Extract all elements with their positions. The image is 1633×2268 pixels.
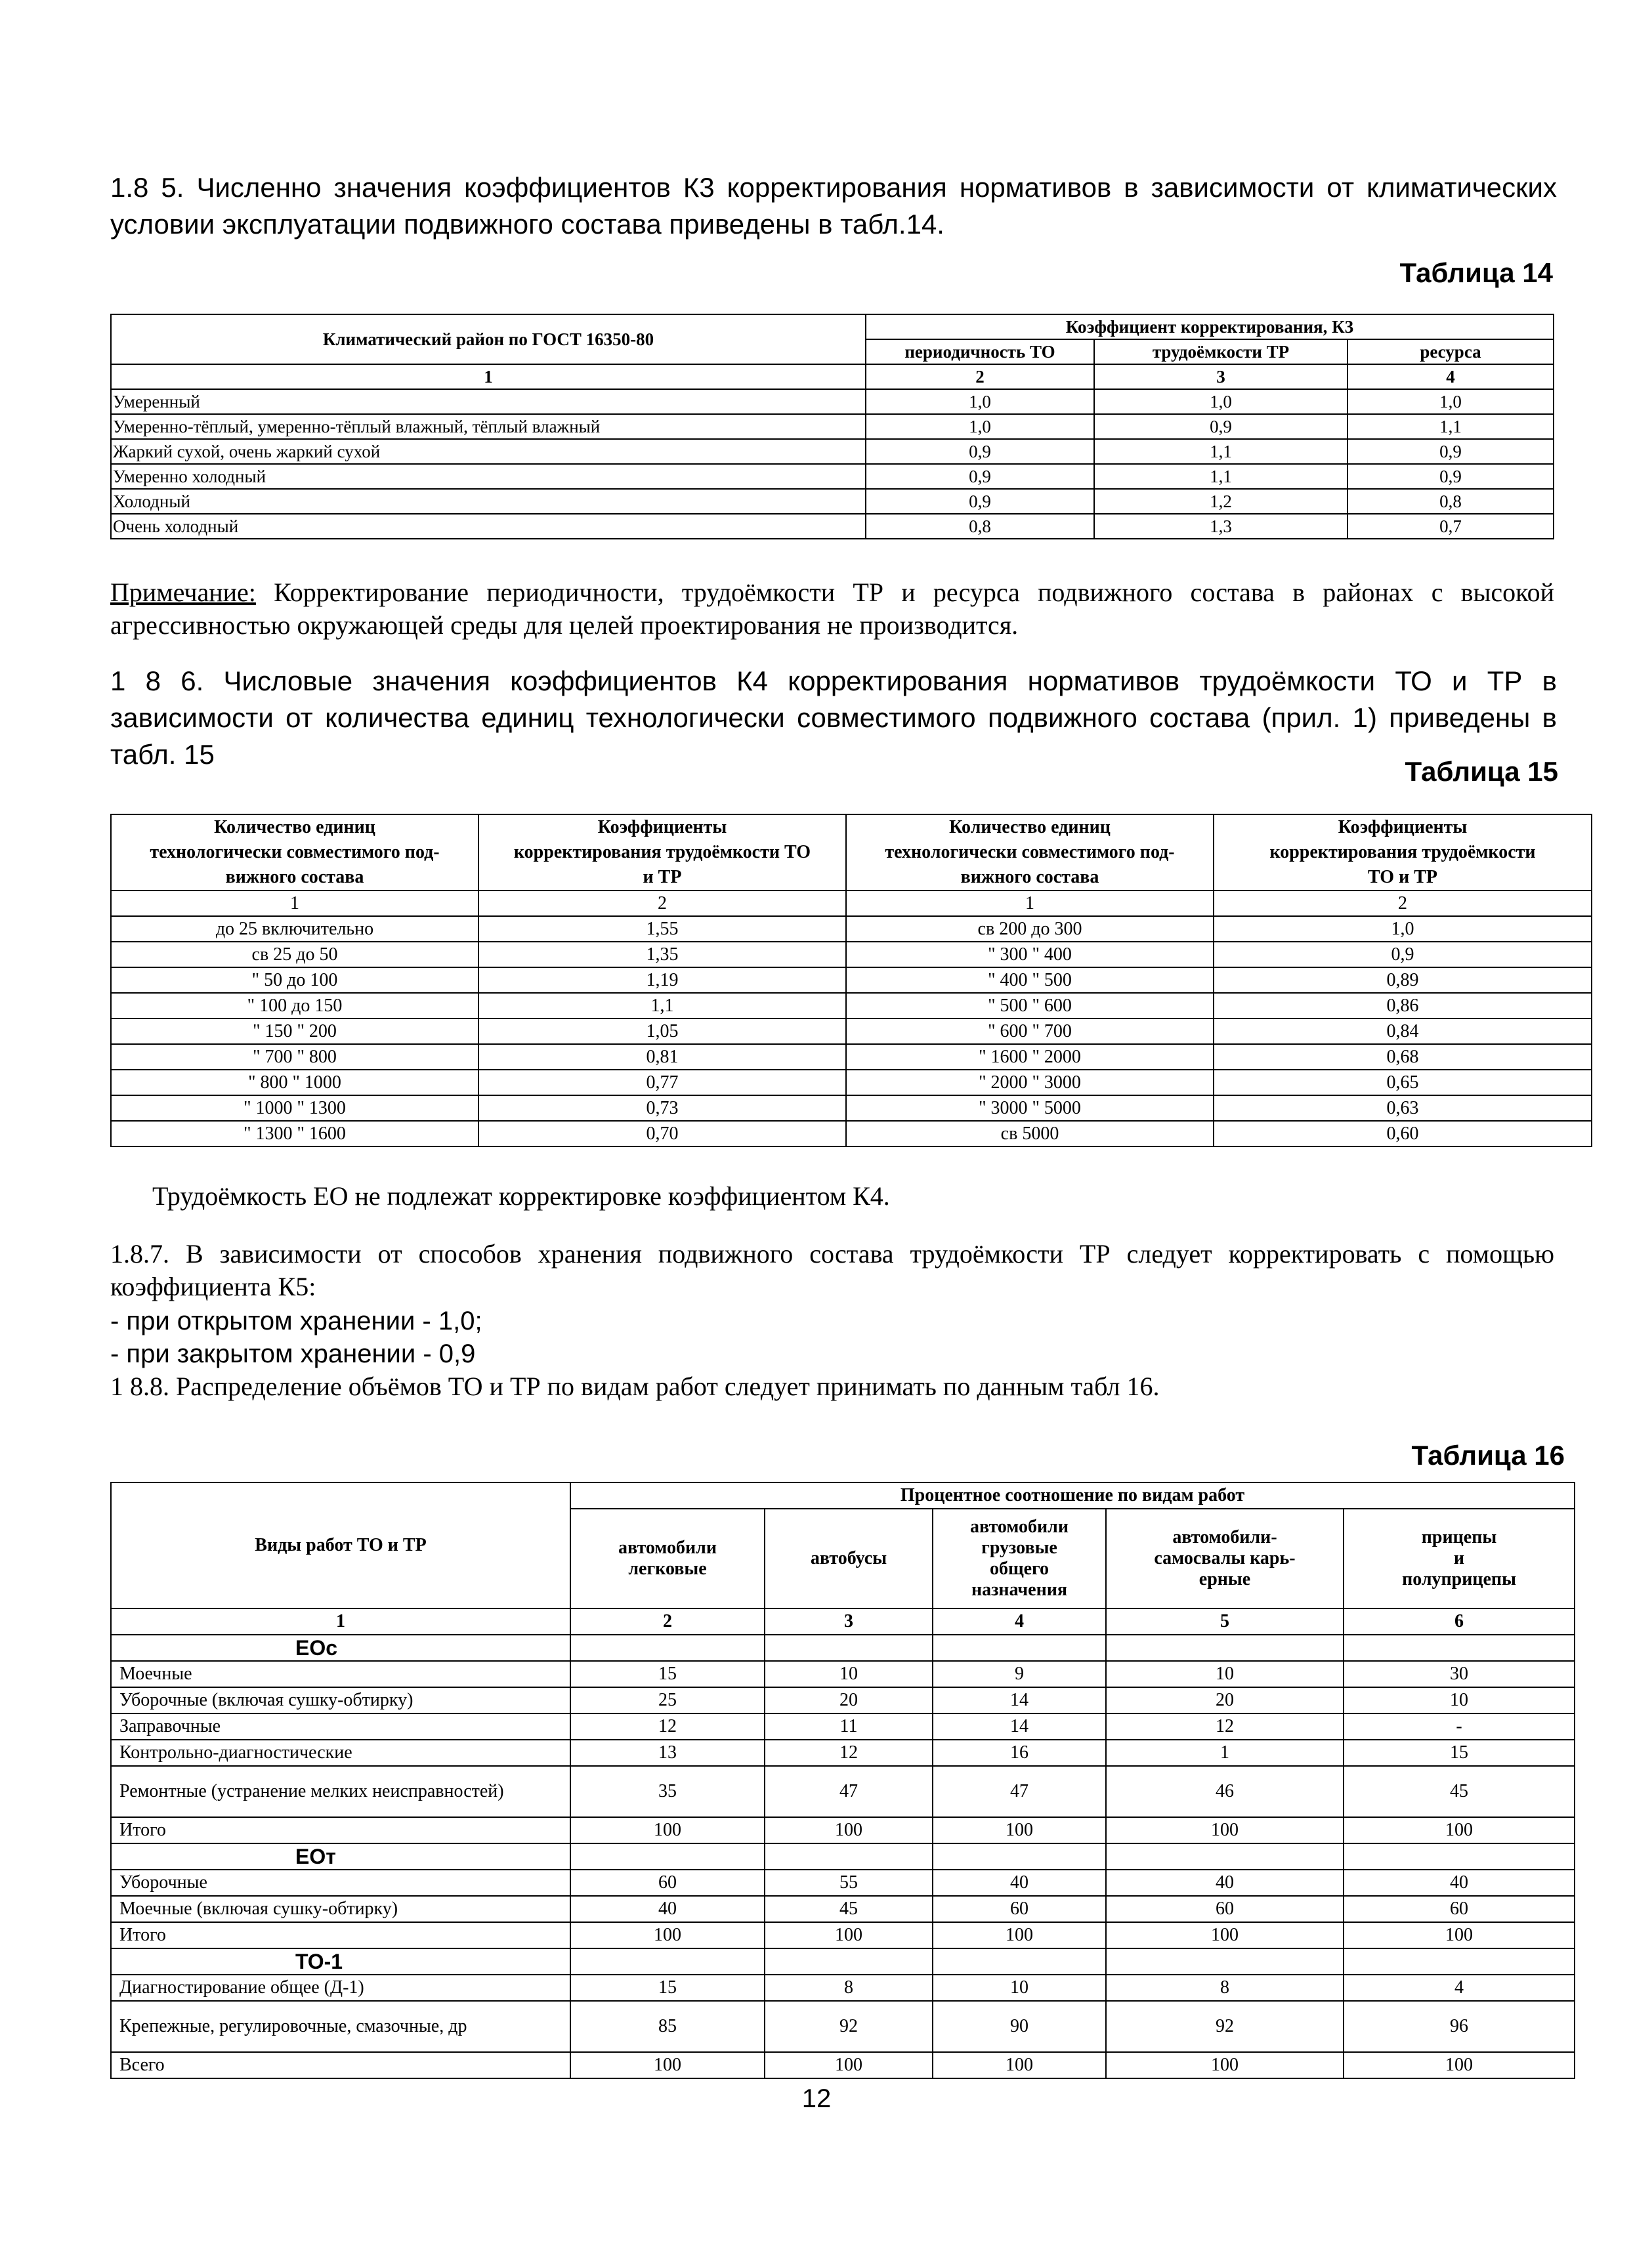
table-cell bbox=[765, 1635, 933, 1661]
table-14-note bbox=[110, 576, 1554, 642]
table-cell: 100 bbox=[570, 2052, 765, 2078]
table-cell: 1,55 bbox=[478, 916, 846, 942]
table-15-header-line: Количество единиц bbox=[214, 817, 375, 837]
table-16-subheader-line: автобусы bbox=[810, 1548, 887, 1568]
table-cell: Очень холодный bbox=[111, 514, 866, 539]
table-cell: " 700 " 800 bbox=[111, 1044, 478, 1070]
table-row bbox=[111, 1713, 1575, 1740]
table-16-col-number: 2 bbox=[570, 1608, 765, 1635]
table-cell: 1,05 bbox=[478, 1018, 846, 1044]
table-cell: 8 bbox=[1106, 1975, 1344, 2001]
table-cell: 1,0 bbox=[1347, 389, 1554, 414]
table-cell: 0,70 bbox=[478, 1121, 846, 1146]
table-16-subheader-line: автомобили- bbox=[1172, 1527, 1277, 1547]
table-cell: 12 bbox=[570, 1713, 765, 1740]
table-cell: 14 bbox=[933, 1687, 1106, 1713]
table-16-work-type-header: Виды работ ТО и ТР bbox=[111, 1482, 570, 1608]
table-row bbox=[111, 1121, 1592, 1146]
note-text: Корректирование периодичности, трудоёмкости ТР и ресурса подвижного состава в районах с высокой агрессивностью окружающей среды для целей проектирования не производится. bbox=[110, 578, 1554, 640]
table-cell: до 25 включительно bbox=[111, 916, 478, 942]
table-cell: 25 bbox=[570, 1687, 765, 1713]
table-cell: 46 bbox=[1106, 1766, 1344, 1817]
table-cell: 1,1 bbox=[1347, 414, 1554, 439]
table-cell: 60 bbox=[1344, 1896, 1575, 1922]
table-cell: 40 bbox=[570, 1896, 765, 1922]
table-cell: " 400 " 500 bbox=[846, 967, 1214, 993]
table-cell: Умеренно холодный bbox=[111, 464, 866, 489]
table-cell bbox=[933, 1635, 1106, 1661]
table-cell: Заправочные bbox=[111, 1713, 570, 1740]
table-cell bbox=[1106, 1635, 1344, 1661]
table-cell: 0,77 bbox=[478, 1070, 846, 1095]
table-cell bbox=[933, 1843, 1106, 1870]
table-16-section-title: ЕОт bbox=[111, 1843, 570, 1870]
table-16-subheader bbox=[765, 1509, 933, 1608]
paragraph-1-8-6: 1 8 6. Числовые значения коэффициентов К4 корректирования нормативов трудоёмкости ТО и ТР в зависимости от количества единиц технологически совместимого подвижного состава (прил. 1) приведены в табл. 15 bbox=[110, 665, 1557, 770]
table-14-col-number: 3 bbox=[1094, 364, 1347, 389]
table-row bbox=[111, 414, 1554, 439]
table-cell: - bbox=[1344, 1713, 1575, 1740]
table-cell: 0,81 bbox=[478, 1044, 846, 1070]
table-cell: 47 bbox=[933, 1766, 1106, 1817]
table-row bbox=[111, 1095, 1592, 1121]
table-cell: 100 bbox=[765, 1922, 933, 1948]
table-row bbox=[111, 1817, 1575, 1843]
table-16-subheader-line: автомобили bbox=[970, 1517, 1069, 1537]
table-cell: 10 bbox=[1106, 1661, 1344, 1687]
table-row bbox=[111, 514, 1554, 539]
table-cell: 100 bbox=[1106, 1922, 1344, 1948]
table-cell: 92 bbox=[765, 2001, 933, 2052]
table-15-col-number: 2 bbox=[1214, 891, 1592, 916]
note-label: Примечание: bbox=[110, 578, 256, 607]
table-15-header-line: Количество единиц bbox=[949, 817, 1111, 837]
table-cell: 55 bbox=[765, 1870, 933, 1896]
table-cell: " 500 " 600 bbox=[846, 993, 1214, 1018]
table-cell: 100 bbox=[933, 2052, 1106, 2078]
table-15-header-line: вижного состава bbox=[960, 867, 1099, 887]
table-cell: 85 bbox=[570, 2001, 765, 2052]
table-cell: 0,8 bbox=[866, 514, 1094, 539]
table-cell: " 50 до 100 bbox=[111, 967, 478, 993]
table-cell: Контрольно-диагностические bbox=[111, 1740, 570, 1766]
table-row bbox=[111, 1766, 1575, 1817]
table-15-header bbox=[846, 814, 1214, 891]
table-14-group-header: Коэффициент корректирования, К3 bbox=[866, 314, 1554, 339]
table-cell: 60 bbox=[570, 1870, 765, 1896]
table-row bbox=[111, 993, 1592, 1018]
table-cell: Итого bbox=[111, 1817, 570, 1843]
table-15-header-line: вижного состава bbox=[225, 867, 364, 887]
table-15-header bbox=[1214, 814, 1592, 891]
table-cell: 92 bbox=[1106, 2001, 1344, 2052]
table-cell: 0,9 bbox=[866, 489, 1094, 514]
table-cell: 9 bbox=[933, 1661, 1106, 1687]
table-cell: " 800 " 1000 bbox=[111, 1070, 478, 1095]
table-16-col-number: 4 bbox=[933, 1608, 1106, 1635]
table-15 bbox=[110, 814, 1592, 1147]
table-row bbox=[111, 1018, 1592, 1044]
table-15-header bbox=[478, 814, 846, 891]
table-16-subheader bbox=[1344, 1509, 1575, 1608]
table-cell: 47 bbox=[765, 1766, 933, 1817]
table-16-section-title: ТО-1 bbox=[111, 1948, 570, 1975]
table-cell: 15 bbox=[570, 1661, 765, 1687]
table-16-col-number: 1 bbox=[111, 1608, 570, 1635]
table-16-subheader bbox=[1106, 1509, 1344, 1608]
table-cell: 40 bbox=[1344, 1870, 1575, 1896]
table-14-col-number: 4 bbox=[1347, 364, 1554, 389]
table-cell: " 1600 " 2000 bbox=[846, 1044, 1214, 1070]
table-14-subheader: периодичность ТО bbox=[866, 339, 1094, 364]
table-16-subheader-line: назначения bbox=[971, 1580, 1068, 1600]
table-cell: 4 bbox=[1344, 1975, 1575, 2001]
table-15-header bbox=[111, 814, 478, 891]
table-cell: 16 bbox=[933, 1740, 1106, 1766]
table-15-header-line: и ТР bbox=[643, 867, 682, 887]
table-row bbox=[111, 2052, 1575, 2078]
table-16-subheader-line: прицепы bbox=[1421, 1527, 1497, 1547]
table-cell: Всего bbox=[111, 2052, 570, 2078]
table-cell: Моечные (включая сушку-обтирку) bbox=[111, 1896, 570, 1922]
table-cell: 1 bbox=[1106, 1740, 1344, 1766]
table-cell: 13 bbox=[570, 1740, 765, 1766]
table-row bbox=[111, 1661, 1575, 1687]
table-row bbox=[111, 1687, 1575, 1713]
table-cell: 0,68 bbox=[1214, 1044, 1592, 1070]
table-cell bbox=[1344, 1948, 1575, 1975]
table-cell: Жаркий сухой, очень жаркий сухой bbox=[111, 439, 866, 464]
table-cell: 10 bbox=[933, 1975, 1106, 2001]
table-cell: 1,1 bbox=[478, 993, 846, 1018]
table-row bbox=[111, 1922, 1575, 1948]
table-cell: 14 bbox=[933, 1713, 1106, 1740]
table-cell: 1,2 bbox=[1094, 489, 1347, 514]
table-cell: 0,9 bbox=[1347, 439, 1554, 464]
table-cell: " 3000 " 5000 bbox=[846, 1095, 1214, 1121]
table-cell: 0,9 bbox=[1094, 414, 1347, 439]
table-cell: 40 bbox=[1106, 1870, 1344, 1896]
table-cell bbox=[570, 1843, 765, 1870]
table-14-col-number: 1 bbox=[111, 364, 866, 389]
table-cell: 11 bbox=[765, 1713, 933, 1740]
table-cell: 8 bbox=[765, 1975, 933, 2001]
table-16-subheader bbox=[570, 1509, 765, 1608]
table-16-col-number: 3 bbox=[765, 1608, 933, 1635]
table-cell: 1,0 bbox=[866, 414, 1094, 439]
table-16-subheader-line: самосвалы карь- bbox=[1154, 1548, 1296, 1568]
table-cell: 0,9 bbox=[866, 464, 1094, 489]
table-row bbox=[111, 1975, 1575, 2001]
table-cell: 45 bbox=[765, 1896, 933, 1922]
table-section-row bbox=[111, 1843, 1575, 1870]
table-cell: 1,0 bbox=[866, 389, 1094, 414]
paragraph-1-8-8: 1 8.8. Распределение объёмов ТО и ТР по видам работ следует принимать по данным табл 16. bbox=[110, 1372, 1160, 1401]
table-cell: Ремонтные (устранение мелких неисправностей) bbox=[111, 1766, 570, 1817]
table-cell: 0,7 bbox=[1347, 514, 1554, 539]
table-cell: Итого bbox=[111, 1922, 570, 1948]
table-15-col-number: 2 bbox=[478, 891, 846, 916]
table-cell: 100 bbox=[570, 1922, 765, 1948]
table-16-col-number: 6 bbox=[1344, 1608, 1575, 1635]
table-cell: св 5000 bbox=[846, 1121, 1214, 1146]
table-14-col-number: 2 bbox=[866, 364, 1094, 389]
table-15-header-line: технологически совместимого под- bbox=[885, 842, 1175, 862]
table-cell bbox=[1106, 1948, 1344, 1975]
table-cell: 12 bbox=[1106, 1713, 1344, 1740]
table-cell: Уборочные (включая сушку-обтирку) bbox=[111, 1687, 570, 1713]
table-cell: Холодный bbox=[111, 489, 866, 514]
table-cell: 0,86 bbox=[1214, 993, 1592, 1018]
table-cell bbox=[570, 1635, 765, 1661]
table-cell: 15 bbox=[570, 1975, 765, 2001]
table-cell bbox=[933, 1948, 1106, 1975]
table-cell: 0,65 bbox=[1214, 1070, 1592, 1095]
table-cell: 10 bbox=[765, 1661, 933, 1687]
table-16-subheader-line: ерные bbox=[1198, 1569, 1251, 1589]
table-cell: 0,89 bbox=[1214, 967, 1592, 993]
table-16-group-header: Процентное соотношение по видам работ bbox=[570, 1482, 1575, 1509]
table-16-col-number: 5 bbox=[1106, 1608, 1344, 1635]
table-cell: Умеренно-тёплый, умеренно-тёплый влажный, тёплый влажный bbox=[111, 414, 866, 439]
table-cell: 96 bbox=[1344, 2001, 1575, 2052]
table-14-district-header: Климатический район по ГОСТ 16350-80 bbox=[111, 314, 866, 364]
list-item-closed-storage: - при закрытом хранении - 0,9 bbox=[110, 1339, 476, 1368]
table-16-subheader-line: легковые bbox=[628, 1559, 707, 1579]
table-cell: 0,8 bbox=[1347, 489, 1554, 514]
table-cell: 10 bbox=[1344, 1687, 1575, 1713]
table-cell: 0,9 bbox=[1214, 942, 1592, 967]
table-cell: 100 bbox=[933, 1922, 1106, 1948]
table-cell: Уборочные bbox=[111, 1870, 570, 1896]
table-cell: 20 bbox=[1106, 1687, 1344, 1713]
table-row bbox=[111, 1740, 1575, 1766]
table-section-row bbox=[111, 1635, 1575, 1661]
table-cell: 60 bbox=[933, 1896, 1106, 1922]
table-15-header-line: технологически совместимого под- bbox=[150, 842, 440, 862]
table-15-col-number: 1 bbox=[111, 891, 478, 916]
table-cell: 1,35 bbox=[478, 942, 846, 967]
table-cell: 0,9 bbox=[866, 439, 1094, 464]
table-row bbox=[111, 916, 1592, 942]
table-cell: Моечные bbox=[111, 1661, 570, 1687]
table-14-subheader: ресурса bbox=[1347, 339, 1554, 364]
table-cell: 100 bbox=[1344, 1817, 1575, 1843]
table-cell: Умеренный bbox=[111, 389, 866, 414]
table-cell bbox=[1344, 1635, 1575, 1661]
table-cell: 100 bbox=[1106, 1817, 1344, 1843]
table-row bbox=[111, 967, 1592, 993]
paragraph-1-8-5: 1.8 5. Численно значения коэффициентов К3 корректирования нормативов в зависимости от климатических условии эксплуатации подвижного состава приведены в табл.14. bbox=[110, 172, 1557, 240]
table-row bbox=[111, 1044, 1592, 1070]
paragraph-eo: Трудоёмкость ЕО не подлежат корректировке коэффициентом К4. bbox=[152, 1181, 890, 1211]
table-cell: 15 bbox=[1344, 1740, 1575, 1766]
table-cell: 0,60 bbox=[1214, 1121, 1592, 1146]
table-cell: 0,63 bbox=[1214, 1095, 1592, 1121]
table-16 bbox=[110, 1482, 1575, 2079]
table-cell: Крепежные, регулировочные, смазочные, др bbox=[111, 2001, 570, 2052]
table-row bbox=[111, 942, 1592, 967]
table-cell: 0,9 bbox=[1347, 464, 1554, 489]
table-cell: 1,1 bbox=[1094, 439, 1347, 464]
table-cell: " 100 до 150 bbox=[111, 993, 478, 1018]
table-16-caption: Таблица 16 bbox=[1411, 1440, 1565, 1471]
table-cell bbox=[765, 1948, 933, 1975]
table-cell bbox=[570, 1948, 765, 1975]
table-cell: св 25 до 50 bbox=[111, 942, 478, 967]
table-cell: 1,1 bbox=[1094, 464, 1347, 489]
table-15-header-line: Коэффициенты bbox=[1338, 817, 1468, 837]
page-number: 12 bbox=[801, 2084, 832, 2113]
table-cell: 1,19 bbox=[478, 967, 846, 993]
table-15-header-line: корректирования трудоёмкости ТО bbox=[513, 842, 811, 862]
table-row bbox=[111, 439, 1554, 464]
table-cell: 0,73 bbox=[478, 1095, 846, 1121]
table-cell: 90 bbox=[933, 2001, 1106, 2052]
table-cell: 40 bbox=[933, 1870, 1106, 1896]
table-cell: 100 bbox=[765, 1817, 933, 1843]
table-cell: св 200 до 300 bbox=[846, 916, 1214, 942]
table-cell: 100 bbox=[1344, 1922, 1575, 1948]
table-section-row bbox=[111, 1948, 1575, 1975]
table-cell: Диагностирование общее (Д-1) bbox=[111, 1975, 570, 2001]
list-item-open-storage: - при открытом хранении - 1,0; bbox=[110, 1307, 482, 1335]
table-16-subheader-line: грузовые bbox=[981, 1538, 1057, 1558]
table-row bbox=[111, 1070, 1592, 1095]
table-row bbox=[111, 389, 1554, 414]
table-row bbox=[111, 1870, 1575, 1896]
table-cell: 12 bbox=[765, 1740, 933, 1766]
table-16-subheader-line: и bbox=[1453, 1548, 1465, 1568]
table-cell: 20 bbox=[765, 1687, 933, 1713]
table-cell: 100 bbox=[570, 1817, 765, 1843]
table-cell: 35 bbox=[570, 1766, 765, 1817]
table-16-subheader-line: полуприцепы bbox=[1402, 1569, 1516, 1589]
table-row bbox=[111, 1896, 1575, 1922]
table-cell: 1,0 bbox=[1214, 916, 1592, 942]
table-row bbox=[111, 464, 1554, 489]
table-cell: 1,0 bbox=[1094, 389, 1347, 414]
table-cell: " 2000 " 3000 bbox=[846, 1070, 1214, 1095]
table-cell: " 1300 " 1600 bbox=[111, 1121, 478, 1146]
table-14-subheader: трудоёмкости ТР bbox=[1094, 339, 1347, 364]
table-cell: " 300 " 400 bbox=[846, 942, 1214, 967]
table-cell: 30 bbox=[1344, 1661, 1575, 1687]
table-cell: 100 bbox=[1344, 2052, 1575, 2078]
table-14-caption: Таблица 14 bbox=[1399, 257, 1553, 288]
table-cell: " 150 " 200 bbox=[111, 1018, 478, 1044]
table-cell: " 1000 " 1300 bbox=[111, 1095, 478, 1121]
table-14 bbox=[110, 314, 1554, 539]
paragraph-1-8-7: 1.8.7. В зависимости от способов хранения подвижного состава трудоёмкости ТР следует корректировать с помощью коэффициента К5: bbox=[110, 1239, 1554, 1301]
table-15-col-number: 1 bbox=[846, 891, 1214, 916]
table-15-header-line: ТО и ТР bbox=[1368, 867, 1437, 887]
table-16-subheader-line: общего bbox=[989, 1559, 1050, 1579]
table-cell: " 600 " 700 bbox=[846, 1018, 1214, 1044]
table-cell bbox=[765, 1843, 933, 1870]
table-15-caption: Таблица 15 bbox=[1405, 756, 1558, 787]
table-cell bbox=[1106, 1843, 1344, 1870]
table-cell: 100 bbox=[933, 1817, 1106, 1843]
table-cell: 100 bbox=[765, 2052, 933, 2078]
table-cell: 100 bbox=[1106, 2052, 1344, 2078]
table-16-subheader bbox=[933, 1509, 1106, 1608]
table-row bbox=[111, 2001, 1575, 2052]
table-15-header-line: Коэффициенты bbox=[597, 817, 727, 837]
table-15-header-line: корректирования трудоёмкости bbox=[1269, 842, 1536, 862]
table-cell: 60 bbox=[1106, 1896, 1344, 1922]
table-cell: 0,84 bbox=[1214, 1018, 1592, 1044]
table-cell: 45 bbox=[1344, 1766, 1575, 1817]
table-16-subheader-line: автомобили bbox=[618, 1538, 717, 1558]
table-cell bbox=[1344, 1843, 1575, 1870]
table-cell: 1,3 bbox=[1094, 514, 1347, 539]
table-16-section-title: ЕОс bbox=[111, 1635, 570, 1661]
table-row bbox=[111, 489, 1554, 514]
